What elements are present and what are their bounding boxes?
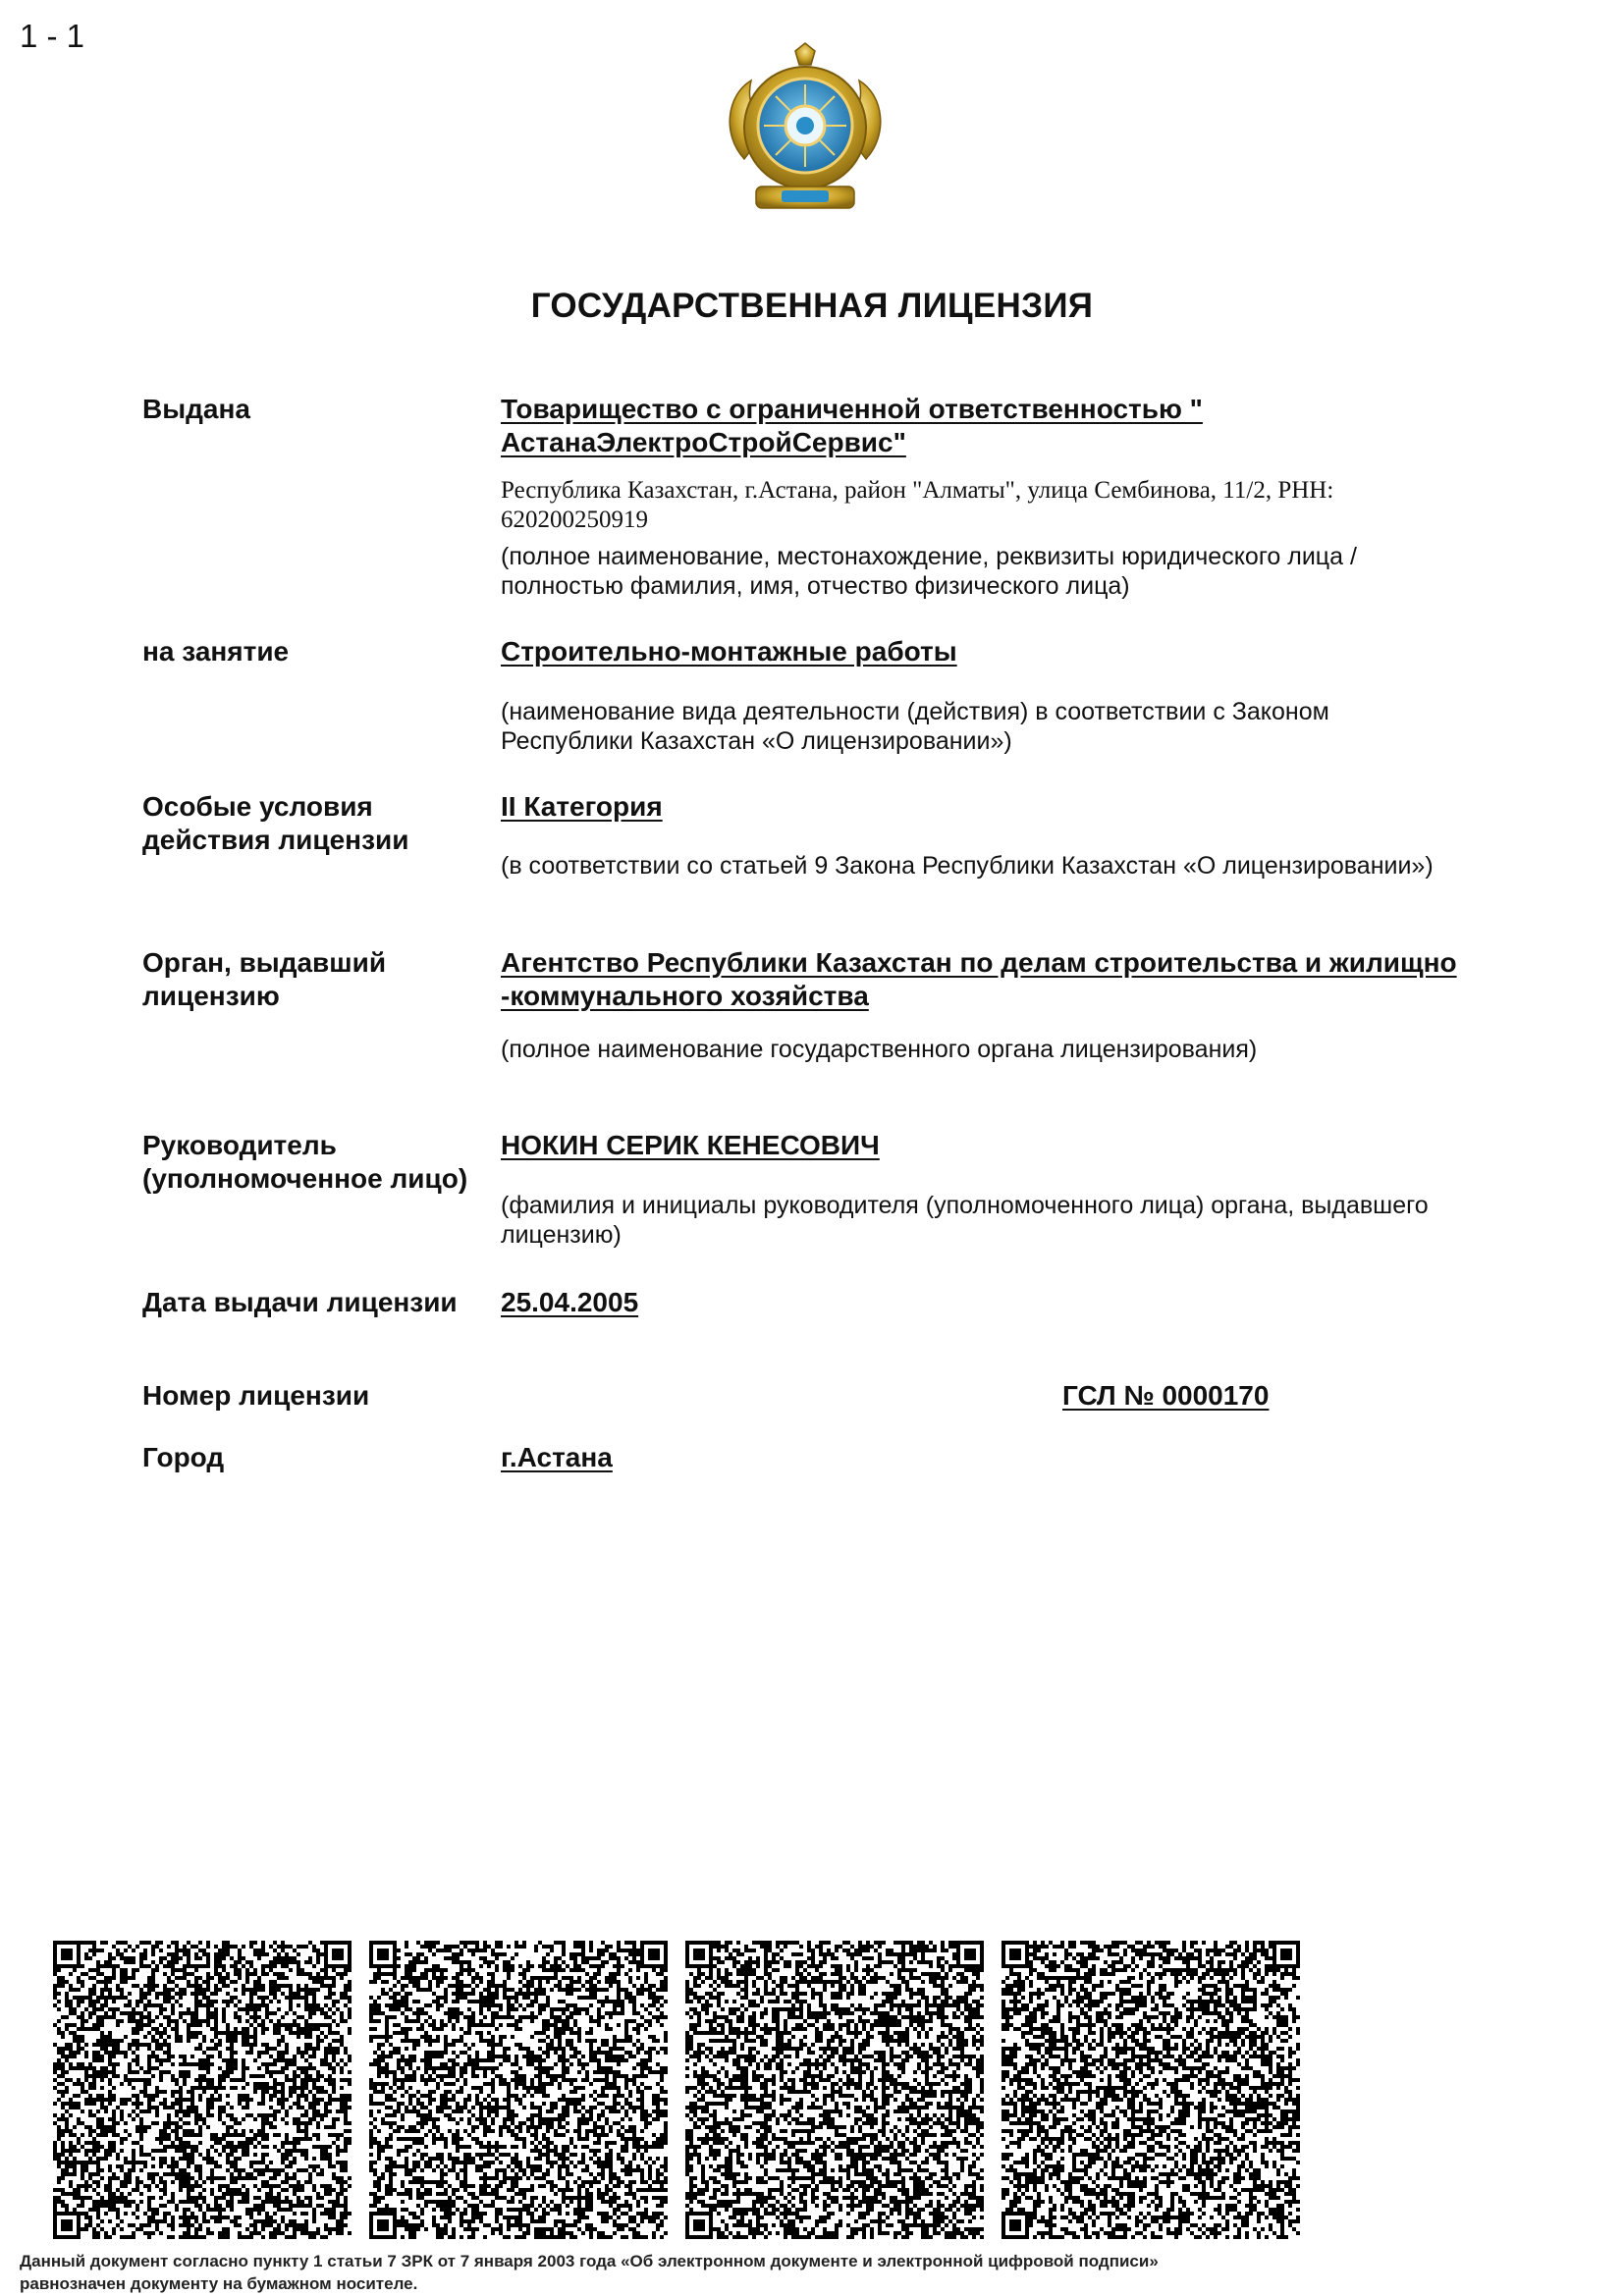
conditions-value: II Категория <box>501 791 663 822</box>
license-number-label: Номер лицензии <box>142 1380 370 1411</box>
issue-date-value: 25.04.2005 <box>501 1287 639 1317</box>
authority-value-line1: Агентство Республики Казахстан по делам строительства и жилищно <box>501 947 1457 978</box>
issued-to-address-line1: Республика Казахстан, г.Астана, район "Алматы", улица Сембинова, 11/2, РНН: <box>501 477 1334 504</box>
legal-footer <box>20 2250 1159 2295</box>
issued-to-address-line2: 620200250919 <box>501 507 648 533</box>
conditions-label-line1: Особые условия <box>142 791 373 822</box>
head-label-line1: Руководитель <box>142 1130 337 1160</box>
footer-line1: Данный документ согласно пункту 1 статьи 7 ЗРК от 7 января 2003 года «Об электронном документе и электронной цифровой подписи» <box>20 2252 1159 2270</box>
activity-hint-line2: Республики Казахстан «О лицензировании») <box>501 727 1012 755</box>
conditions-hint: (в соответствии со статьей 9 Закона Республики Казахстан «О лицензировании») <box>501 852 1434 880</box>
head-value: НОКИН СЕРИК КЕНЕСОВИЧ <box>501 1130 880 1160</box>
activity-label: на занятие <box>142 636 290 667</box>
qr-code-2-icon <box>369 1941 668 2239</box>
issued-to-label: Выдана <box>142 394 250 424</box>
issued-to-name-line2: АстанаЭлектроСтройСервис" <box>501 427 906 457</box>
footer-line2: равнозначен документу на бумажном носителе. <box>20 2274 418 2293</box>
authority-label-line2: лицензию <box>142 981 280 1011</box>
qr-code-4-icon <box>1001 1941 1300 2239</box>
license-number-value: ГСЛ № 0000170 <box>1062 1380 1270 1411</box>
state-emblem-icon <box>717 41 893 224</box>
issue-date-label: Дата выдачи лицензии <box>142 1287 458 1317</box>
city-value: г.Астана <box>501 1442 613 1472</box>
head-hint-line1: (фамилия и инициалы руководителя (уполномоченного лица) органа, выдавшего <box>501 1192 1429 1219</box>
issued-to-hint-line2: полностью фамилия, имя, отчество физического лица) <box>501 572 1130 600</box>
activity-hint-line1: (наименование вида деятельности (действия) в соответствии с Законом <box>501 698 1329 725</box>
qr-code-3-icon <box>685 1941 984 2239</box>
head-label-line2: (уполномоченное лицо) <box>142 1163 468 1194</box>
authority-hint: (полное наименование государственного органа лицензирования) <box>501 1036 1258 1063</box>
conditions-label-line2: действия лицензии <box>142 825 409 855</box>
authority-value-line2: -коммунального хозяйства <box>501 981 869 1011</box>
document-title: ГОСУДАРСТВЕННАЯ ЛИЦЕНЗИЯ <box>530 287 1094 325</box>
issued-to-hint-line1: (полное наименование, местонахождение, реквизиты юридического лица / <box>501 543 1357 570</box>
qr-code-1-icon <box>53 1941 352 2239</box>
head-hint-line2: лицензию) <box>501 1221 622 1249</box>
issued-to-name-line1: Товарищество с ограниченной ответственностью " <box>501 394 1203 424</box>
activity-value: Строительно-монтажные работы <box>501 636 957 667</box>
city-label: Город <box>142 1442 225 1472</box>
authority-label-line1: Орган, выдавший <box>142 947 387 978</box>
page-number: 1 - 1 <box>20 18 85 54</box>
